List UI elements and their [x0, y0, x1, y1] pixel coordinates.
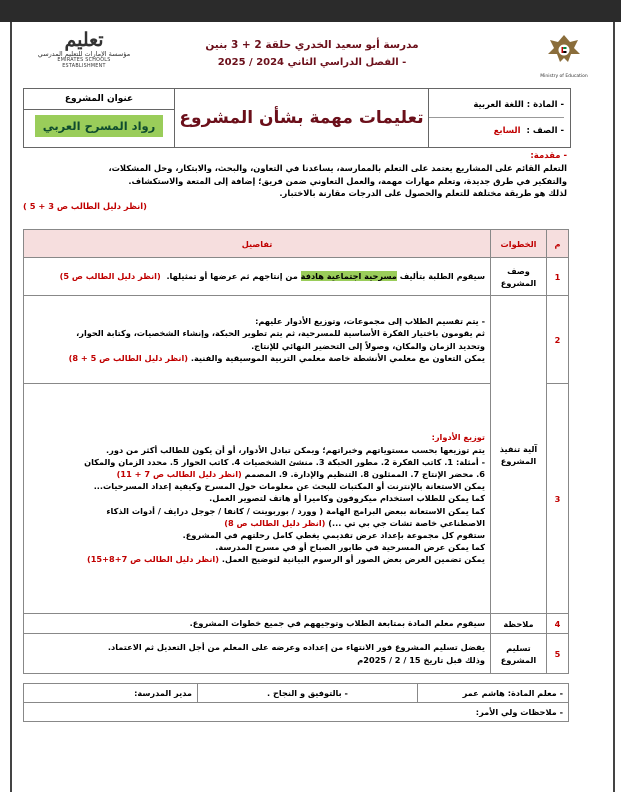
project-cell: [24, 89, 174, 147]
detail-line: ثم يقومون باختيار الفكرة الأساسية للمسرحية، ثم يتم تطوير الحبكة، وإنشاء الشخصيات، وكتابة الحوار،: [76, 328, 485, 339]
detail-text: 6. محضر الإنتاج 7. الممثلون 8. التنظيم والإدارة. 9. المصمم: [244, 468, 485, 479]
reference-note: (انظر دليل الطالب ص 5): [59, 271, 161, 282]
intro-line: التعلم القائم على المشاريع يعتمد على التعلم بالممارسة، يساعدنا في التعاون، والبحث، والابتكار، وحل المشكلات،: [108, 163, 567, 173]
table-row: [24, 296, 569, 384]
table-row: [24, 258, 569, 296]
falcon-emblem-icon: [544, 32, 584, 70]
row-step: وصف المشروع: [491, 258, 547, 296]
detail-line: يتم توزيعها بحسب مستوياتهم وخبراتهم؛ ويمكن تبادل الأدوار، أو أن يكون للطالب أكثر من دور.: [106, 444, 485, 455]
info-box: [23, 88, 571, 148]
header-num: م: [547, 230, 569, 258]
detail-line: كما يمكن للطلاب استخدام ميكروفون وكاميرا أو هاتف لتصوير العمل.: [209, 493, 485, 504]
detail-text: سيقوم الطلبة بتأليف: [396, 271, 485, 282]
detail-line: ستقوم كل مجموعة بإعداد عرض تقديمي يغطي كامل رحلتهم في المشروع.: [182, 530, 485, 540]
signature-footer: [23, 683, 569, 722]
intro-section: [23, 150, 569, 212]
row-details: [24, 384, 491, 614]
highlighted-text: مسرحية اجتماعية هادفة: [300, 271, 397, 282]
ese-logo-mark: تعليم: [64, 29, 104, 51]
row-step: تسليم المشروع: [491, 634, 547, 674]
row-number: 1: [547, 258, 569, 296]
subject-label: - المادة : اللغة العربية: [473, 99, 564, 110]
guardian-notes-label: - ملاحظات ولي الأمر:: [475, 707, 563, 717]
ese-logo: [36, 30, 132, 70]
term-label: - الفصل الدراسي الثاني 2024 / 2025: [217, 57, 407, 68]
row-step: آلية تنفيذ المشروع: [491, 296, 547, 614]
detail-line: - يتم تقسيم الطلاب إلى مجموعات، وتوزيع الأدوار عليهم:: [255, 316, 485, 327]
project-name: رواد المسرح العربي: [35, 115, 163, 137]
detail-line: وتحديد الزمان والمكان، وصولاً إلى التحضير النهائي للإنتاج.: [251, 340, 485, 351]
roles-heading: توزيع الأدوار:: [431, 432, 485, 443]
intro-line: والتفكير في طرق جديدة، وتعلم مهارات مهمة، والعمل التعاوني ضمن فريق؛ إضافة إلى المتعة والاستكشاف.: [128, 175, 567, 186]
ese-logo-english: EMIRATES SCHOOLS ESTABLISHMENT: [57, 58, 111, 69]
uae-emblem: [535, 32, 593, 79]
ese-logo-arabic: مؤسسة الإمارات للتعليم المدرسي: [37, 50, 131, 58]
school-name: مدرسة أبو سعيد الخدري حلقة 2 + 3 بنين: [205, 39, 419, 51]
grade-row: [429, 118, 564, 143]
reference-note: (انظر دليل الطالب ص 5 + 8): [68, 352, 188, 363]
detail-line: كما يمكن الاستعانة ببعض البرامج الهامة ( وورد / بوربوينت / كانفا / جوجل درايف / أدوات الذكاء: [106, 505, 485, 516]
detail-line: وذلك قبل تاريخ 15 / 2 / 2025م: [357, 654, 485, 665]
row-details: [24, 634, 491, 674]
table-row: [24, 614, 569, 634]
row-number: 5: [547, 634, 569, 674]
row-number: 2: [547, 296, 569, 384]
reference-note: (انظر دليل الطالب ص 7 + 11): [116, 468, 242, 479]
row-number: 3: [547, 384, 569, 614]
project-label: عنوان المشروع: [24, 89, 174, 110]
detail-text: الاصطناعي خاصة تشات جي بي تي ...): [328, 517, 485, 528]
row-step: ملاحظة: [491, 614, 547, 634]
info-subject-grade: [428, 89, 570, 147]
table-row: [24, 384, 569, 614]
steps-table: [23, 229, 569, 674]
subject-row: [429, 92, 564, 118]
grade-value: السابع: [493, 125, 521, 136]
table-header-row: [24, 230, 569, 258]
table-row: [24, 634, 569, 674]
grade-label: - الصف :: [526, 125, 564, 136]
intro-line: [23, 187, 569, 200]
good-luck-note: - بالتوفيق و النجاح .: [198, 684, 418, 702]
row-details: سيقوم معلم المادة بمتابعة الطلاب وتوجيههم في جميع خطوات المشروع.: [24, 614, 491, 634]
intro-ref: (انظر دليل الطالب ص 3 + 5 ): [23, 200, 147, 211]
signature-row: [23, 683, 569, 703]
emblem-caption: Ministry of Education: [540, 74, 588, 79]
reference-note: (انظر دليل الطالب ص 8): [224, 517, 326, 528]
detail-line: يمكن الاستعانة بالإنترنت أو المكتبات للبحث عن معلومات حول المسرح وكيفية إعداد المسرحيات...: [93, 481, 485, 492]
window-top-bar: [0, 0, 621, 22]
intro-heading: - مقدمة:: [530, 151, 567, 161]
title-cell: [174, 89, 428, 147]
detail-text: من إنتاجهم ثم عرضها أو تمثيلها.: [166, 271, 301, 282]
header-steps: الخطوات: [491, 230, 547, 258]
teacher-name: - معلم المادة: هاشم عمر: [462, 688, 563, 698]
page-title: تعليمات مهمة بشأن المشروع: [179, 108, 424, 128]
intro-ref-line: [23, 200, 569, 213]
row-details: [24, 296, 491, 384]
detail-line: يفضل تسليم المشروع فور الانتهاء من إعداده وعرضه على المعلم من أجل التعديل ثم الاعتماد.: [107, 642, 485, 653]
intro-line-text: لذلك هو طريقة مختلفة للتعلم والحصول على الدرجات مقارنة بالاختبار.: [279, 188, 567, 198]
detail-text: يمكن التعاون مع معلمي الأنشطة خاصة معلمي التربية الموسيقية والفنية.: [190, 352, 485, 363]
row-number: 4: [547, 614, 569, 634]
detail-text: يمكن تضمين العرض بعض الصور أو الرسوم البيانية لتوضيح العمل.: [221, 554, 485, 565]
detail-line: - أمثلة: 1. كاتب الفكرة 2. مطور الحبكة 3. منشئ الشخصيات 4. كاتب الحوار 5. محدد الزمان والمكان: [84, 456, 485, 467]
guardian-row: [23, 703, 569, 722]
row-details: [24, 258, 491, 296]
school-header: [162, 36, 462, 72]
header-details: تفاصيل: [24, 230, 491, 258]
principal-label: مدير المدرسة:: [24, 684, 198, 702]
detail-line: كما يمكن عرض المسرحية في طابور الصباح أو في مسرح المدرسة.: [215, 542, 485, 553]
reference-note: (انظر دليل الطالب ص 7+8+15): [86, 554, 219, 565]
